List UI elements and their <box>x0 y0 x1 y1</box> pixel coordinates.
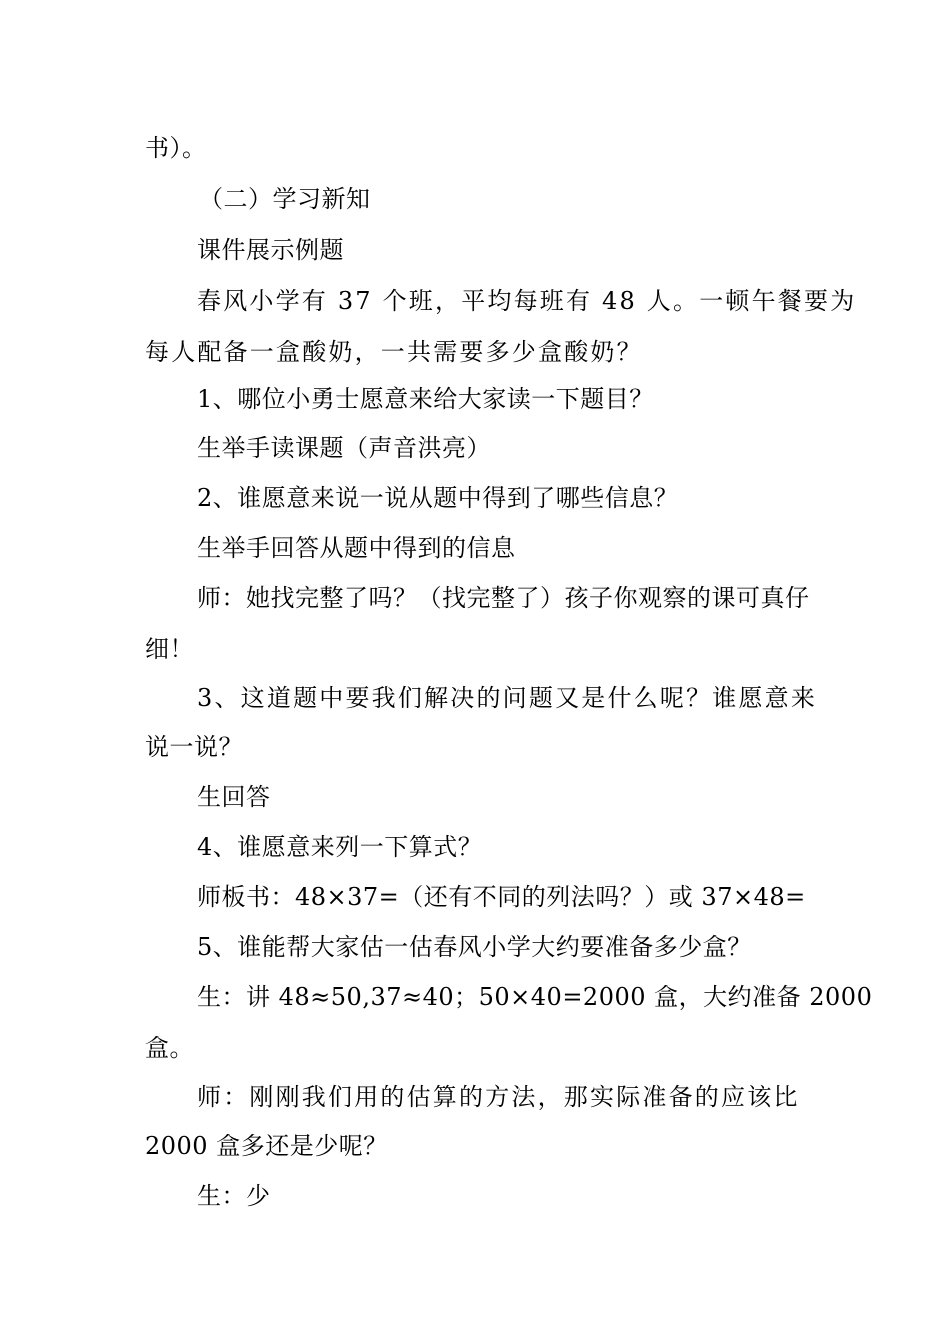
text-line: 课件展示例题 <box>197 236 344 264</box>
section-heading: （二）学习新知 <box>199 185 371 213</box>
text-line: 春风小学有 37 个班，平均每班有 48 人。一顿午餐要为 <box>197 287 857 315</box>
text-line: 师：刚刚我们用的估算的方法，那实际准备的应该比 <box>197 1083 800 1111</box>
text-line: 盒。 <box>145 1034 194 1062</box>
text-line: 师：她找完整了吗？（找完整了）孩子你观察的课可真仔 <box>197 584 810 612</box>
text-line: 每人配备一盒酸奶，一共需要多少盒酸奶？ <box>145 338 643 366</box>
text-line: 1、哪位小勇士愿意来给大家读一下题目？ <box>197 385 654 413</box>
text-line: 生：少 <box>197 1182 271 1210</box>
text-line: 生：讲 48≈50,37≈40；50×40=2000 盒，大约准备 2000 <box>197 983 873 1011</box>
text-line: 说一说？ <box>145 733 243 761</box>
text-line: 4、谁愿意来列一下算式？ <box>197 833 483 861</box>
text-line: 生举手读课题（声音洪亮） <box>197 434 491 462</box>
text-line: 书）。 <box>145 134 207 162</box>
text-line: 3、这道题中要我们解决的问题又是什么呢？谁愿意来 <box>197 684 818 712</box>
text-line: 5、谁能帮大家估一估春风小学大约要准备多少盒？ <box>197 933 752 961</box>
text-line: 细！ <box>145 635 194 663</box>
text-line: 2、谁愿意来说一说从题中得到了哪些信息？ <box>197 484 679 512</box>
text-line: 2000 盒多还是少呢？ <box>145 1132 388 1160</box>
text-line: 师板书：48×37=（还有不同的列法吗？）或 37×48= <box>197 883 806 911</box>
text-line: 生举手回答从题中得到的信息 <box>197 534 516 562</box>
text-line: 生回答 <box>197 783 271 811</box>
